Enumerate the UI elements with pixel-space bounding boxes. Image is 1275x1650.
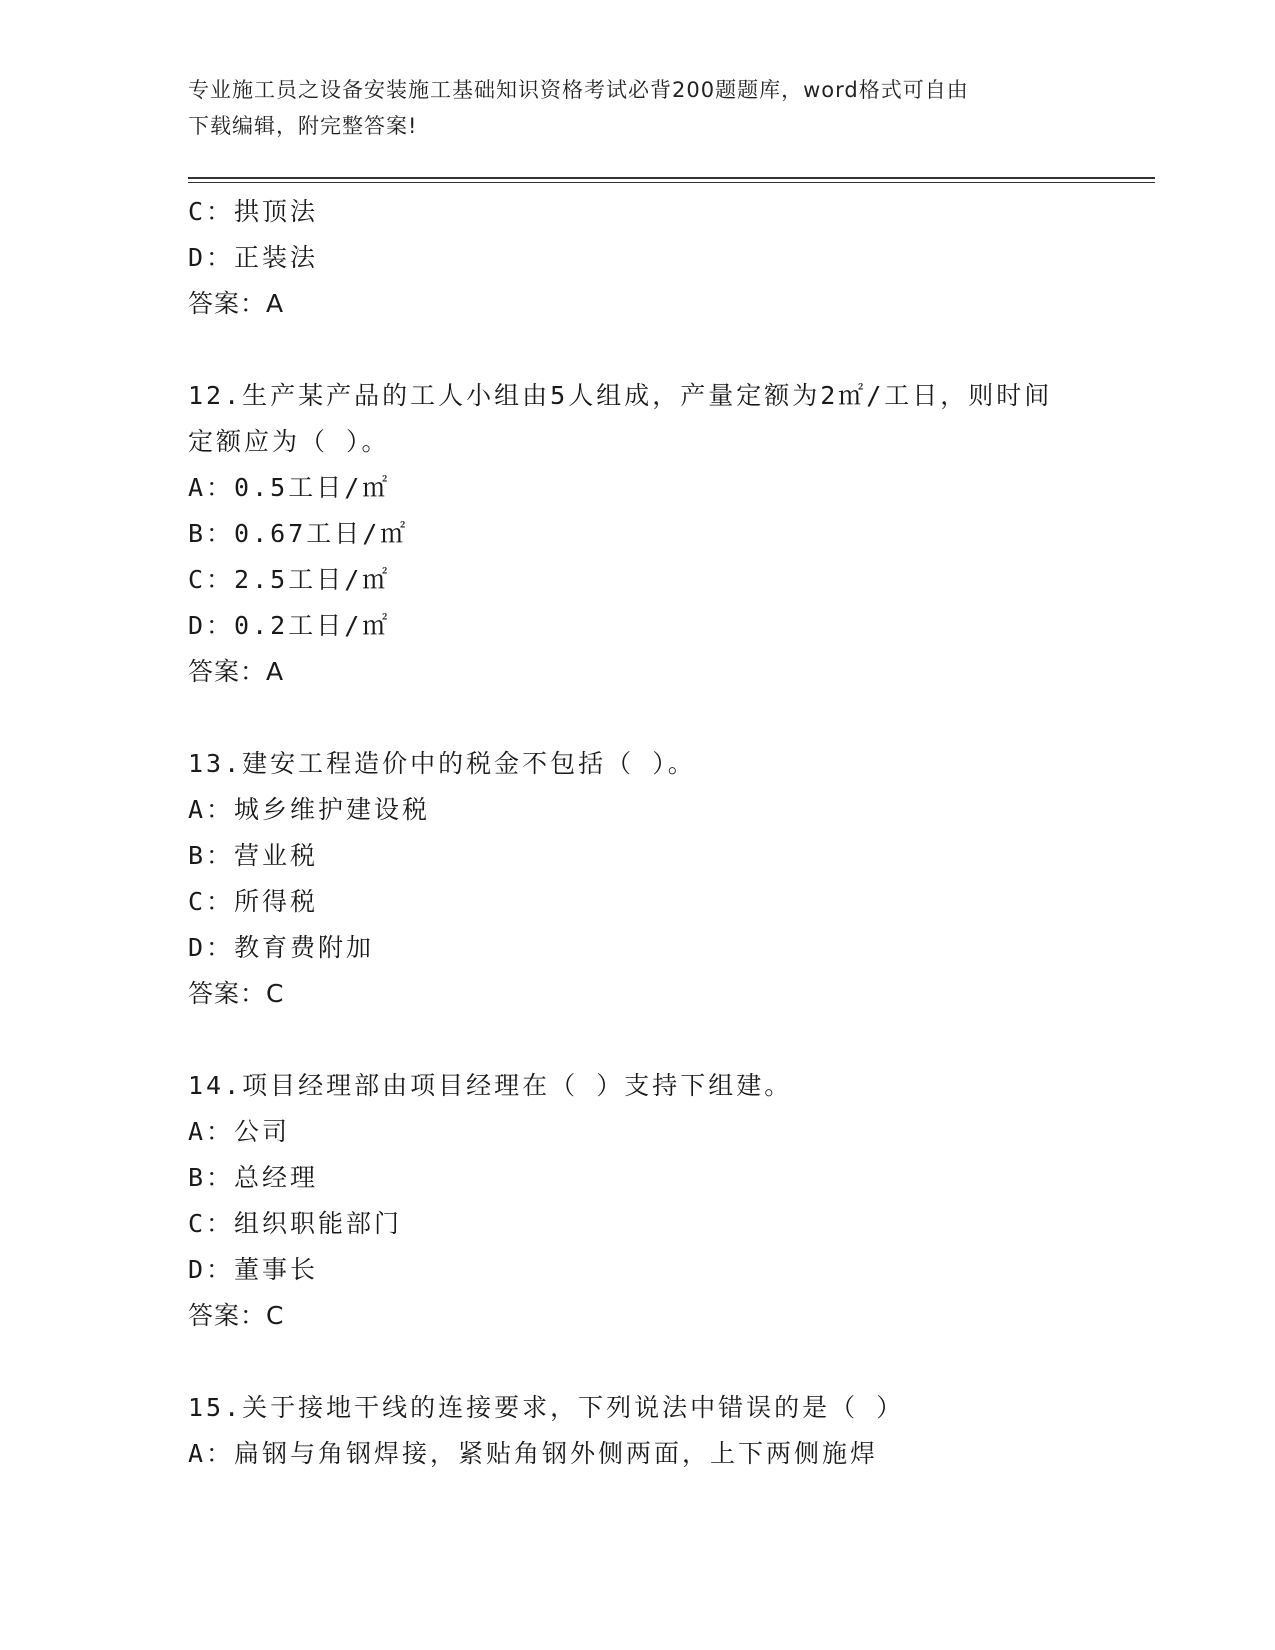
question-stem: 15.关于接地干线的连接要求，下列说法中错误的是（ ） — [188, 1393, 905, 1422]
option-d: D：教育费附加 — [188, 933, 375, 962]
option-a: A：扁钢与角钢焊接，紧贴角钢外侧两面，上下两侧施焊 — [188, 1439, 879, 1468]
spacer — [188, 1017, 1138, 1063]
option-d: D：0.2工日/㎡ — [188, 611, 391, 640]
question-stem: 12.生产某产品的工人小组由5人组成，产量定额为2㎡/工日，则时间 — [188, 381, 1053, 410]
option-b: B：总经理 — [188, 1163, 319, 1192]
question-stem: 13.建安工程造价中的税金不包括（ ）。 — [188, 749, 696, 778]
option-c: C：组织职能部门 — [188, 1209, 403, 1238]
question-13 — [188, 741, 1138, 1017]
answer: 答案：A — [188, 657, 285, 686]
header-line-1: 专业施工员之设备安装施工基础知识资格考试必背200题题库，word格式可自由 — [188, 78, 969, 102]
option-d: D：正装法 — [188, 243, 319, 272]
spacer — [188, 327, 1138, 373]
question-stem: 14.项目经理部由项目经理在（ ）支持下组建。 — [188, 1071, 793, 1100]
question-14 — [188, 1063, 1138, 1339]
question-stem-cont: 定额应为（ ）。 — [188, 427, 390, 456]
option-c: C：2.5工日/㎡ — [188, 565, 391, 594]
header-line-2: 下载编辑，附完整答案! — [188, 114, 418, 138]
answer: 答案：C — [188, 1301, 285, 1330]
question-12 — [188, 373, 1138, 695]
document-header — [188, 72, 1088, 144]
header-divider-thin — [188, 182, 1155, 183]
option-b: B：0.67工日/㎡ — [188, 519, 409, 548]
option-a: A：公司 — [188, 1117, 291, 1146]
spacer — [188, 695, 1138, 741]
answer: 答案：A — [188, 289, 285, 318]
question-list — [188, 189, 1138, 1477]
question-11-continuation — [188, 189, 1138, 327]
option-c: C：所得税 — [188, 887, 319, 916]
header-divider-thick — [188, 177, 1155, 179]
option-d: D：董事长 — [188, 1255, 319, 1284]
option-b: B：营业税 — [188, 841, 319, 870]
option-a: A：0.5工日/㎡ — [188, 473, 391, 502]
option-a: A：城乡维护建设税 — [188, 795, 431, 824]
question-15 — [188, 1385, 1138, 1477]
spacer — [188, 1339, 1138, 1385]
option-c: C：拱顶法 — [188, 197, 319, 226]
answer: 答案：C — [188, 979, 285, 1008]
